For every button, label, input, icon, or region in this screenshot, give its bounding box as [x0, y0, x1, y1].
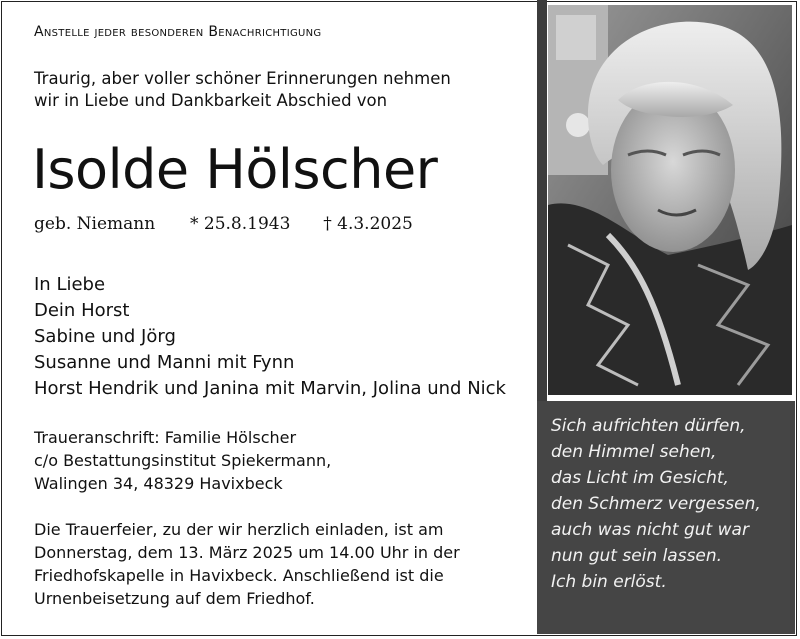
portrait-photo [548, 5, 792, 395]
birth-name: geb. Niemann [34, 214, 156, 234]
poem-line: auch was nicht gut war [551, 520, 749, 540]
life-dates [34, 214, 413, 234]
ceremony-line: Friedhofskapelle in Havixbeck. Anschließend ist die [34, 566, 444, 585]
portrait-image [548, 5, 792, 395]
birth-date: * 25.8.1943 [189, 214, 291, 234]
poem-text [551, 413, 761, 595]
death-date: † 4.3.2025 [323, 214, 413, 234]
address-line: Traueranschrift: Familie Hölscher [34, 428, 297, 447]
header-notice: Anstelle jeder besonderen Benachrichtigung [34, 24, 322, 40]
mourning-address [34, 426, 331, 495]
ceremony-line: Urnenbeisetzung auf dem Friedhof. [34, 589, 315, 608]
address-line: c/o Bestattungsinstitut Spiekermann, [34, 451, 332, 470]
intro-text [34, 68, 451, 112]
poem-line: das Licht im Gesicht, [551, 468, 729, 488]
poem-line: nun gut sein lassen. [551, 546, 723, 566]
poem-box [537, 401, 795, 634]
ceremony-info [34, 518, 460, 610]
dark-side-strip [537, 0, 547, 401]
family-list [34, 272, 506, 402]
family-line: Horst Hendrik und Janina mit Marvin, Jolina und Nick [34, 378, 506, 399]
intro-line: wir in Liebe und Dankbarkeit Abschied von [34, 91, 388, 110]
address-line: Walingen 34, 48329 Havixbeck [34, 474, 283, 493]
family-line: Dein Horst [34, 300, 130, 321]
poem-line: den Schmerz vergessen, [551, 494, 761, 514]
family-line: Susanne und Manni mit Fynn [34, 352, 295, 373]
deceased-name: Isolde Hölscher [32, 138, 438, 201]
poem-line: Ich bin erlöst. [551, 572, 667, 592]
family-line: In Liebe [34, 274, 106, 295]
poem-line: den Himmel sehen, [551, 442, 717, 462]
poem-line: Sich aufrichten dürfen, [551, 416, 746, 436]
family-line: Sabine und Jörg [34, 326, 176, 347]
ceremony-line: Donnerstag, dem 13. März 2025 um 14.00 Uhr in der [34, 543, 460, 562]
ceremony-line: Die Trauerfeier, zu der wir herzlich einladen, ist am [34, 520, 444, 539]
intro-line: Traurig, aber voller schöner Erinnerungen nehmen [34, 69, 451, 88]
